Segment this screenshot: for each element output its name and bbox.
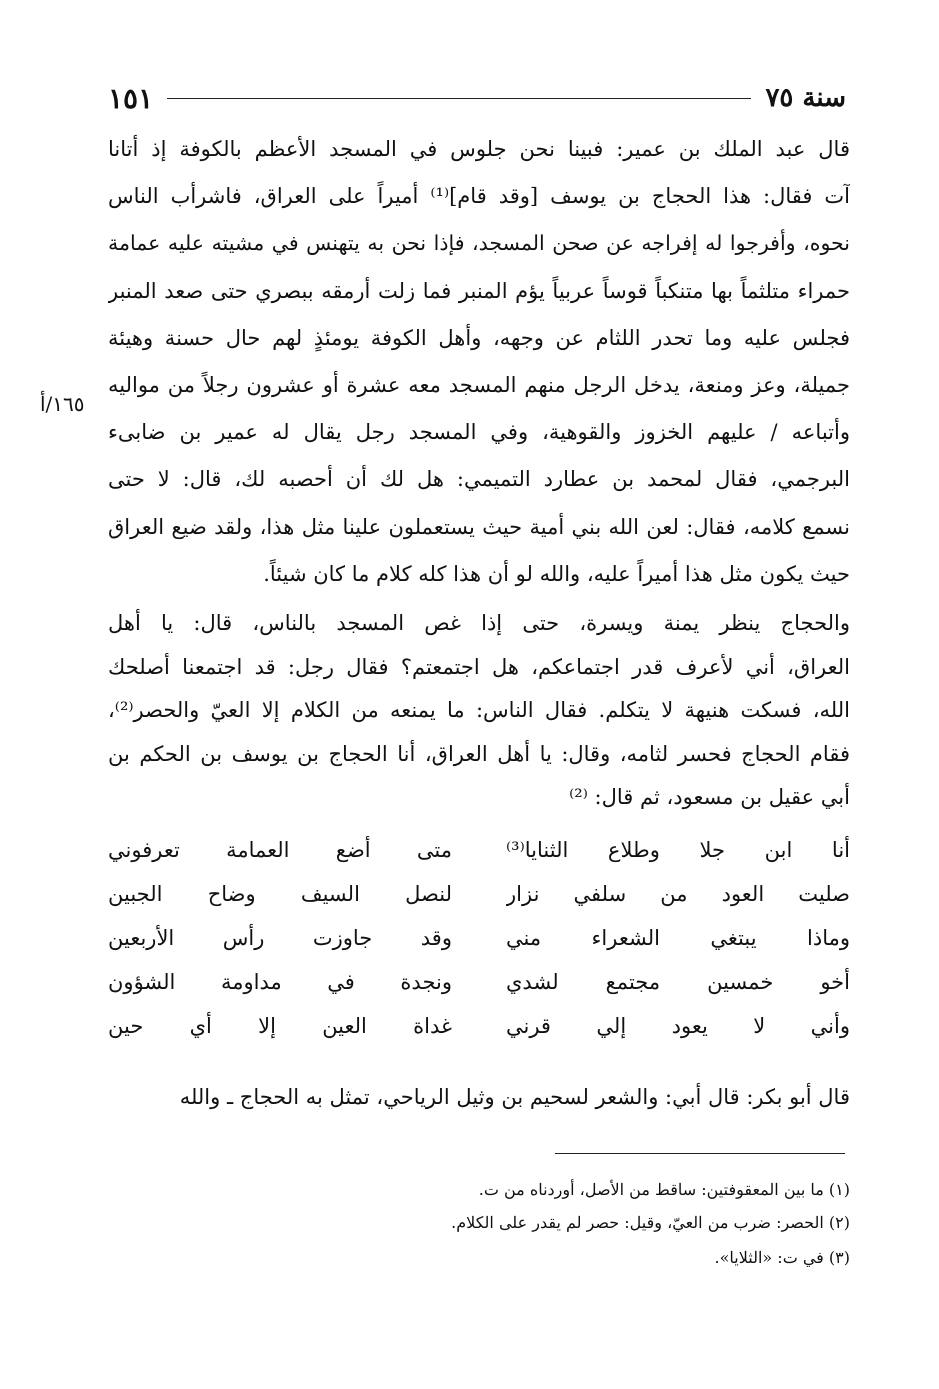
hemistich-second: ونجدة في مداومة الشؤون [108, 970, 452, 994]
text-line: الله، فسكت هنيهة لا يتكلم. فقال الناس: ما يمنعه من الكلام إلا العيّ والحصر⁽²⁾، [108, 698, 850, 722]
text-line: قال عبد الملك بن عمير: فبينا نحن جلوس في المسجد الأعظم بالكوفة إذ أتانا [108, 137, 850, 161]
text-line: البرجمي، فقال لمحمد بن عطارد التميمي: هل لك أن أحصبه لك، قال: لا حتى [108, 467, 850, 492]
poem-verse [108, 916, 850, 960]
text-line: فجلس عليه وما تحدر اللثام عن وجهه، وأهل الكوفة يومئذٍ لهم حال حسنة وهيئة [108, 325, 850, 350]
text-line: نسمع كلامه، فقال: لعن الله بني أمية حيث يستعملون علينا مثل هذا، ولقد ضيع العراق [108, 514, 850, 539]
text-line: أبي عقيل بن مسعود، ثم قال: ⁽²⁾ [569, 785, 850, 809]
paragraph-3 [108, 1075, 850, 1119]
page-number: ١٥١ [108, 81, 154, 115]
paragraph-1 [108, 126, 850, 598]
header-rule [167, 98, 751, 99]
text-line: والحجاج ينظر يمنة ويسرة، حتى إذا غص المسجد بالناس، قال: يا أهل [108, 611, 850, 635]
hemistich-first: وماذا يبتغي الشعراء مني [506, 926, 850, 950]
poem-verse [108, 872, 850, 916]
poem-verse [108, 1004, 850, 1048]
text-line: فقام الحجاج فحسر لثامه، وقال: يا أهل العراق، أنا الحجاج بن يوسف بن الحكم بن [108, 741, 850, 766]
page-header [108, 78, 846, 118]
hemistich-first: صليت العود من سلفي نزار [506, 882, 850, 906]
footnote: (١) ما بين المعقوفتين: ساقط من الأصل، أوردناه من ت. [478, 1180, 850, 1199]
hemistich-first: أنا ابن جلا وطلاع الثنايا⁽³⁾ [506, 838, 850, 862]
hemistich-first: وأني لا يعود إلي قرني [506, 1014, 850, 1038]
hemistich-second: غداة العين إلا أي حين [108, 1014, 452, 1038]
text-line: حمراء متلثماً بها متنكباً قوساً عربياً يؤم المنبر فما زلت أرمقه ببصري حتى صعد المنبر [108, 278, 850, 303]
poem-verse [108, 828, 850, 872]
hemistich-first: أخو خمسين مجتمع لشدي [506, 970, 850, 994]
hemistich-second: متى أضع العمامة تعرفوني [108, 838, 452, 862]
text-line: جميلة، وعز ومنعة، يدخل الرجل منهم المسجد معه عشرة أو عشرون رجلاً من مواليه [108, 373, 850, 398]
footnote-separator [555, 1153, 845, 1154]
paragraph-2 [108, 602, 850, 820]
hemistich-second: وقد جاوزت رأس الأربعين [108, 926, 452, 950]
text-line: قال أبو بكر: قال أبي: والشعر لسحيم بن وثيل الرياحي، تمثل به الحجاج ـ والله [179, 1085, 850, 1109]
hemistich-second: لنصل السيف وضاح الجبين [108, 882, 452, 906]
footnote: (٢) الحصر: ضرب من العيّ، وقيل: حصر لم يقدر على الكلام. [451, 1213, 850, 1232]
poem-verse [108, 960, 850, 1004]
text-line: وأتباعه / عليهم الخزوز والقوهية، وفي المسجد رجل يقال له عمير بن ضابىء [108, 420, 850, 445]
text-line: آت فقال: هذا الحجاج بن يوسف [وقد قام]⁽¹⁾ أميراً على العراق، فاشرأب الناس [108, 184, 850, 209]
manuscript-folio-note: ١٦٥/أ [40, 392, 85, 416]
text-line: نحوه، وأفرجوا له إفراجه عن صحن المسجد، فإذا نحن به يتهنس في مشيته عليه عمامة [108, 231, 850, 256]
text-line: العراق، أني لأعرف قدر اجتماعكم، هل اجتمعتم؟ فقال رجل: قد اجتمعنا أصلحك [108, 654, 850, 679]
running-head-year: سنة ٧٥ [765, 83, 846, 113]
footnote: (٣) في ت: «الثلايا». [714, 1248, 850, 1267]
text-line: حيث يكون مثل هذا أميراً عليه، والله لو أن هذا كله كلام ما كان شيئاً. [263, 561, 850, 586]
